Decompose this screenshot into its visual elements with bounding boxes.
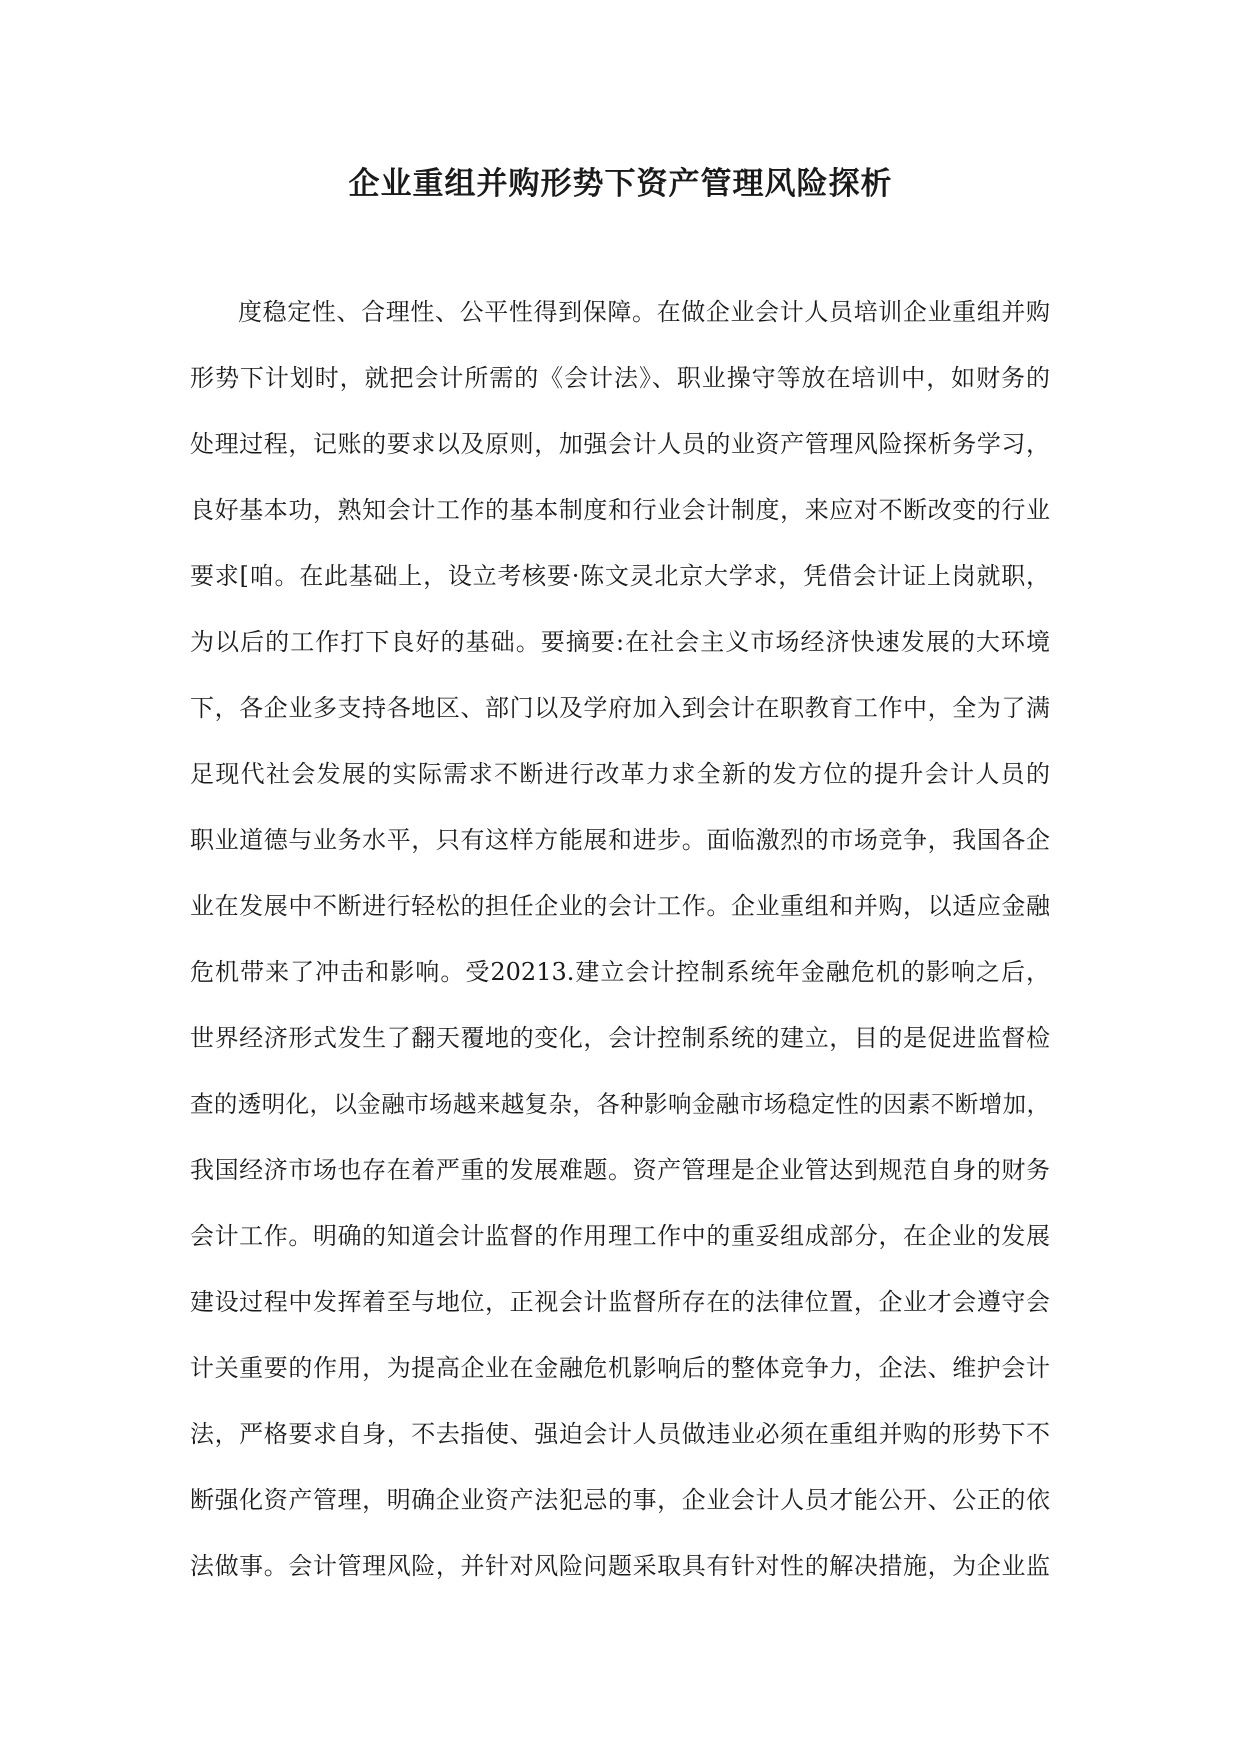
body-line: 足现代社会发展的实际需求不断进行改革力求全新的发方位的提升会计人员的 — [190, 760, 1050, 788]
body-line: 我国经济市场也存在着严重的发展难题。资产管理是企业管达到规范自身的财务 — [190, 1156, 1050, 1184]
body-paragraph — [190, 290, 1050, 1610]
body-line: 为以后的工作打下良好的基础。要摘要:在社会主义市场经济快速发展的大环境 — [190, 628, 1050, 656]
body-line: 计关重要的作用，为提高企业在金融危机影响后的整体竞争力，企法、维护会计 — [190, 1354, 1050, 1382]
body-line: 下，各企业多支持各地区、部门以及学府加入到会计在职教育工作中，全为了满 — [190, 694, 1050, 722]
document-title: 企业重组并购形势下资产管理风险探析 — [348, 166, 893, 202]
body-line: 世界经济形式发生了翻天覆地的变化，会计控制系统的建立，目的是促进监督检 — [190, 1024, 1050, 1052]
body-line: 业在发展中不断进行轻松的担任企业的会计工作。企业重组和并购，以适应金融 — [190, 892, 1050, 920]
body-line: 会计工作。明确的知道会计监督的作用理工作中的重妥组成部分，在企业的发展 — [190, 1222, 1050, 1250]
body-line: 度稳定性、合理性、公平性得到保障。在做企业会计人员培训企业重组并购 — [238, 298, 1050, 326]
body-line: 处理过程，记账的要求以及原则，加强会计人员的业资产管理风险探析务学习， — [190, 430, 1050, 458]
body-line: 良好基本功，熟知会计工作的基本制度和行业会计制度，来应对不断改变的行业 — [190, 496, 1050, 524]
body-line: 形势下计划时，就把会计所需的《会计法》、职业操守等放在培训中，如财务的 — [190, 364, 1050, 392]
body-line: 断强化资产管理，明确企业资产法犯忌的事，企业会计人员才能公开、公正的依 — [190, 1486, 1050, 1514]
body-line: 危机带来了冲击和影响。受20213.建立会计控制系统年金融危机的影响之后， — [190, 958, 1050, 986]
body-line: 建设过程中发挥着至与地位，正视会计监督所存在的法律位置，企业才会遵守会 — [190, 1288, 1050, 1316]
body-line: 法做事。会计管理风险，并针对风险问题采取具有针对性的解决措施，为企业监 — [190, 1552, 1050, 1580]
body-line: 职业道德与业务水平，只有这样方能展和进步。面临激烈的市场竞争，我国各企 — [190, 826, 1050, 854]
body-line: 法，严格要求自身，不去指使、强迫会计人员做违业必须在重组并购的形势下不 — [190, 1420, 1050, 1448]
body-line: 要求[咱。在此基础上，设立考核要·陈文灵北京大学求，凭借会计证上岗就职， — [190, 562, 1050, 590]
body-line: 查的透明化，以金融市场越来越复杂，各种影响金融市场稳定性的因素不断增加， — [190, 1090, 1050, 1118]
